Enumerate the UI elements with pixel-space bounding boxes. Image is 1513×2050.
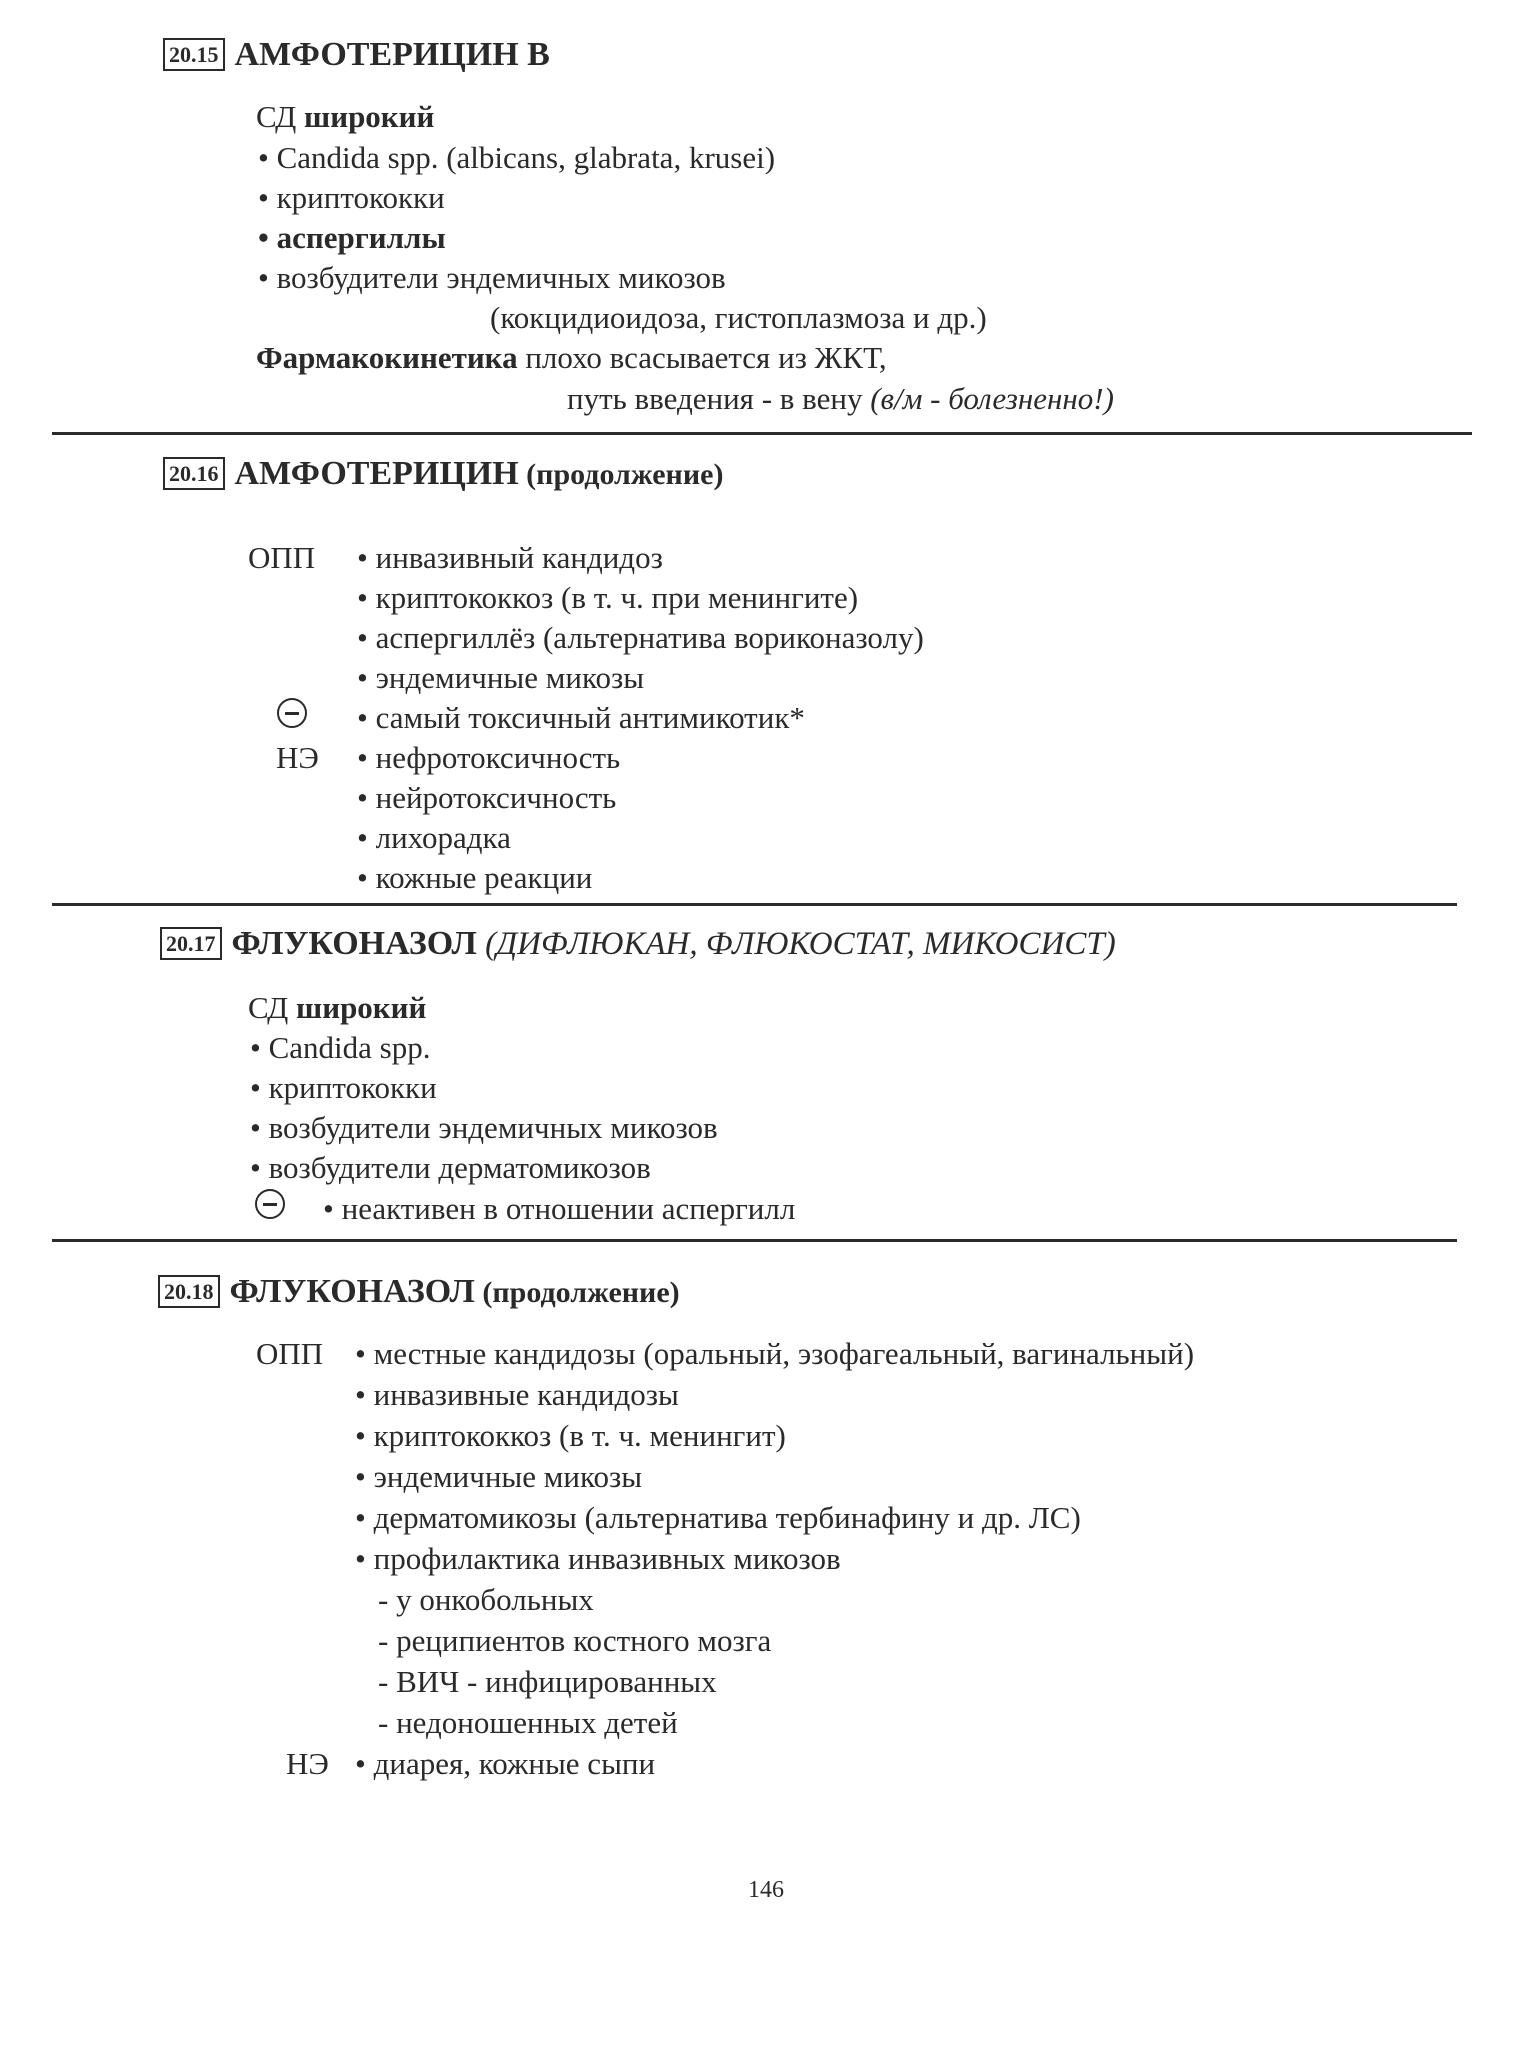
- section-number-box: 20.15: [163, 38, 225, 71]
- list-item: • эндемичные микозы: [357, 660, 645, 695]
- section-subtitle: (продолжение): [518, 458, 724, 491]
- section-20-15-header: [163, 38, 550, 74]
- route-line: [567, 383, 1114, 414]
- list-item: • возбудители эндемичных микозов: [258, 260, 726, 295]
- pharmacokinetics-text: плохо всасывается из ЖКТ,: [517, 340, 887, 375]
- minus-circle-icon: [255, 1189, 285, 1219]
- indications-label: ОПП: [256, 1336, 324, 1371]
- list-item: • самый токсичный антимикотик*: [357, 700, 805, 735]
- sub-list-item: - ВИЧ - инфицированных: [378, 1664, 717, 1699]
- list-item: • Candida spp. (albicans, glabrata, krusei): [258, 140, 776, 175]
- adverse-effects-label: НЭ: [276, 740, 319, 775]
- list-item: • криптококки: [250, 1070, 437, 1105]
- section-20-18-header: [158, 1275, 680, 1311]
- list-item: • аспергиллы: [258, 220, 446, 255]
- section-divider: [52, 432, 1472, 435]
- section-number-box: 20.17: [160, 927, 222, 960]
- list-item: • криптококкоз (в т. ч. менингит): [355, 1418, 786, 1453]
- list-item: • неактивен в отношении аспергилл: [323, 1191, 796, 1226]
- list-item: • возбудители эндемичных микозов: [250, 1110, 718, 1145]
- list-item: • местные кандидозы (оральный, эзофагеальный, вагинальный): [355, 1336, 1195, 1371]
- list-item: • кожные реакции: [357, 860, 593, 895]
- sub-list-item: - реципиентов костного мозга: [378, 1623, 772, 1658]
- spectrum-value: широкий: [296, 990, 427, 1025]
- list-item: • дерматомикозы (альтернатива тербинафину и др. ЛС): [355, 1500, 1081, 1535]
- list-item: • аспергиллёз (альтернатива вориконазолу): [357, 620, 924, 655]
- list-item: • возбудители дерматомикозов: [250, 1150, 651, 1185]
- list-item: • эндемичные микозы: [355, 1459, 643, 1494]
- adverse-effects-label: НЭ: [286, 1746, 329, 1781]
- list-item: • инвазивный кандидоз: [357, 540, 663, 575]
- list-item: • криптококки: [258, 180, 445, 215]
- section-subtitle: (продолжение): [474, 1276, 680, 1309]
- section-title: ФЛУКОНАЗОЛ: [229, 1273, 475, 1310]
- spectrum-line: [256, 101, 434, 132]
- section-title: АМФОТЕРИЦИН: [234, 455, 519, 492]
- list-item: • нефротоксичность: [357, 740, 621, 775]
- section-title: АМФОТЕРИЦИН В: [234, 36, 550, 73]
- section-divider: [52, 903, 1457, 906]
- list-item: • лихорадка: [357, 820, 511, 855]
- spectrum-value: широкий: [304, 99, 435, 134]
- page-number: 146: [748, 1877, 784, 1903]
- section-number-box: 20.18: [158, 1275, 220, 1308]
- section-20-16-header: [163, 457, 723, 493]
- section-20-17-header: [160, 927, 1116, 963]
- sub-list-item: - у онкобольных: [378, 1582, 594, 1617]
- section-divider: [52, 1239, 1457, 1242]
- pharmacokinetics-label: Фармакокинетика: [256, 340, 518, 375]
- pharmacokinetics-line: [256, 342, 887, 373]
- route-note: (в/м - болезненно!): [870, 381, 1114, 416]
- route-text: путь введения - в вену: [567, 381, 871, 416]
- list-item: • нейротоксичность: [357, 780, 617, 815]
- list-item: (кокцидиоидоза, гистоплазмоза и др.): [490, 300, 987, 335]
- list-item: • профилактика инвазивных микозов: [355, 1541, 841, 1576]
- list-item: • криптококкоз (в т. ч. при менингите): [357, 580, 859, 615]
- list-item: • диарея, кожные сыпи: [355, 1746, 656, 1781]
- sub-list-item: - недоношенных детей: [378, 1705, 678, 1740]
- section-number-box: 20.16: [163, 457, 225, 490]
- spectrum-label: СД: [248, 990, 289, 1025]
- section-title: ФЛУКОНАЗОЛ: [231, 925, 477, 962]
- indications-label: ОПП: [248, 540, 316, 575]
- list-item: • Candida spp.: [250, 1030, 431, 1065]
- minus-circle-icon: [277, 698, 307, 728]
- brand-names: (ДИФЛЮКАН, ФЛЮКОСТАТ, МИКОСИСТ): [476, 926, 1116, 962]
- spectrum-line: [248, 992, 426, 1023]
- list-item: • инвазивные кандидозы: [355, 1377, 679, 1412]
- spectrum-label: СД: [256, 99, 297, 134]
